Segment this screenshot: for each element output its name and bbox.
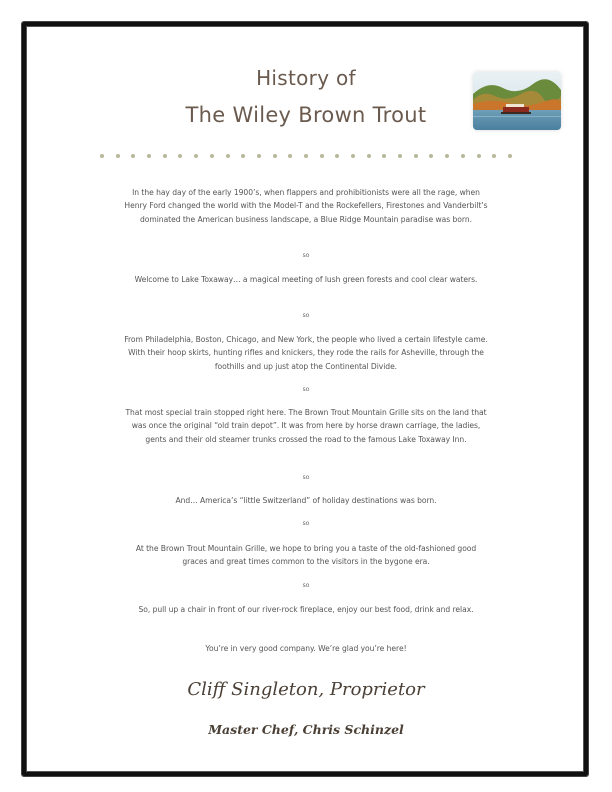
paragraph-separator-2: so [302, 312, 310, 319]
history-paragraph-4: That most special train stopped right here. The Brown Trout Mountain Grille sits on the land that was once the original “old train depot”. It was from here by horse drawn carriage, the ladies, gents and their old steamer trunks crossed the road to the famous Lake Toxaway Inn. [125, 408, 487, 444]
page-title-line2: The Wiley Brown Trout [185, 103, 427, 127]
dot-divider [100, 150, 512, 162]
history-paragraph-8: You’re in very good company. We’re glad you’re here! [205, 644, 407, 653]
history-paragraph-2: Welcome to Lake Toxaway… a magical meeting of lush green forests and cool clear waters. [134, 275, 478, 284]
paragraph-separator-6: so [302, 582, 310, 589]
paragraph-separator-5: so [302, 520, 310, 527]
paragraph-separator-1: so [302, 252, 310, 259]
chef-credit: Master Chef, Chris Schinzel [208, 722, 404, 737]
history-paragraph-6: At the Brown Trout Mountain Grille, we hope to bring you a taste of the old-fashioned good graces and great times common to the visitors in the bygone era. [135, 544, 477, 567]
history-paragraph-7: So, pull up a chair in front of our river-rock fireplace, enjoy our best food, drink and relax. [138, 605, 474, 614]
history-paragraph-1: In the hay day of the early 1900’s, when flappers and prohibitionists were all the rage, when Henry Ford changed the world with the Model-T and the Rockefellers, Firestones and Vanderbilt’s dominated the American business landscape, a Blue Ridge Mountain paradise was born. [124, 188, 488, 224]
page-title-line1: History of [256, 66, 356, 90]
proprietor-signature: Cliff Singleton, Proprietor [187, 679, 425, 700]
lake-boat-photo [473, 72, 561, 130]
page-border [22, 22, 588, 776]
paragraph-separator-3: so [302, 386, 310, 393]
history-paragraph-5: And… America’s “little Switzerland” of holiday destinations was born. [175, 496, 437, 505]
history-paragraph-3: From Philadelphia, Boston, Chicago, and New York, the people who lived a certain lifestyle came. With their hoop skirts, hunting rifles and knickers, they rode the rails for Asheville, through the foothills and up just atop the Continental Divide. [124, 335, 488, 371]
paragraph-separator-4: so [302, 474, 310, 481]
